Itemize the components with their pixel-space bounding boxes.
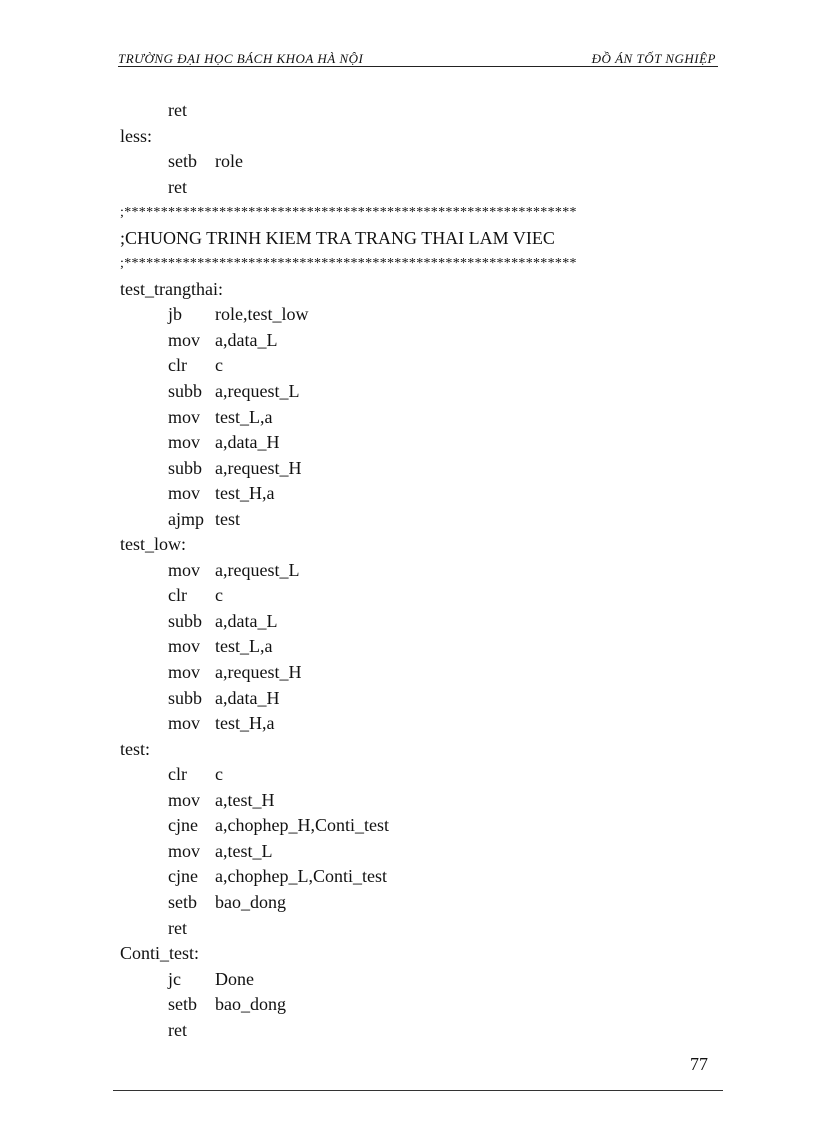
- instruction-mnemonic: ret: [168, 917, 187, 938]
- instruction-operand: bao_dong: [215, 994, 286, 1015]
- instruction-operand: test_H,a: [215, 713, 275, 734]
- instruction-operand: a,data_H: [215, 432, 280, 453]
- instruction-mnemonic: subb: [168, 687, 203, 708]
- code-line: [120, 864, 720, 890]
- instruction-operand: a,data_H: [215, 687, 280, 708]
- code-label: test:: [120, 738, 150, 759]
- instruction-mnemonic: mov: [168, 713, 201, 734]
- code-line: [120, 992, 720, 1018]
- code-line: [120, 660, 720, 686]
- page-number: 77: [690, 1054, 708, 1074]
- code-line: [120, 916, 720, 942]
- instruction-mnemonic: ajmp: [168, 508, 204, 529]
- instruction-operand: a,test_L: [215, 840, 273, 861]
- code-line: [120, 737, 720, 763]
- instruction-operand: test_L,a: [215, 406, 273, 427]
- page-header: [118, 50, 718, 67]
- header-thesis-title: ĐỒ ÁN TỐT NGHIỆP: [591, 51, 716, 66]
- code-line: [120, 686, 720, 712]
- instruction-mnemonic: clr: [168, 585, 187, 606]
- instruction-operand: a,request_L: [215, 559, 300, 580]
- instruction-mnemonic: mov: [168, 432, 201, 453]
- instruction-mnemonic: mov: [168, 483, 201, 504]
- code-label: less:: [120, 125, 153, 146]
- instruction-mnemonic: jb: [168, 304, 183, 325]
- instruction-operand: a,chophep_H,Conti_test: [215, 815, 389, 836]
- code-line: [120, 405, 720, 431]
- code-label: Conti_test:: [120, 943, 200, 964]
- instruction-mnemonic: cjne: [168, 815, 198, 836]
- code-line: [120, 839, 720, 865]
- code-line: [120, 941, 720, 967]
- instruction-mnemonic: ret: [168, 1019, 187, 1040]
- instruction-operand: test_L,a: [215, 636, 273, 657]
- code-label: test_trangthai:: [120, 278, 223, 299]
- instruction-operand: a,data_L: [215, 329, 278, 350]
- code-line: [120, 634, 720, 660]
- code-label: test_low:: [120, 534, 186, 555]
- code-line: [120, 813, 720, 839]
- instruction-operand: a,data_L: [215, 610, 278, 631]
- code-line: [120, 1018, 720, 1044]
- instruction-mnemonic: mov: [168, 559, 201, 580]
- code-line: [120, 302, 720, 328]
- instruction-mnemonic: setb: [168, 891, 197, 912]
- code-line: [120, 532, 720, 558]
- code-line: [120, 175, 720, 201]
- assembly-code-listing: [120, 98, 720, 1043]
- instruction-operand: a,request_L: [215, 381, 300, 402]
- code-line: [120, 226, 720, 252]
- code-line: [120, 124, 720, 150]
- code-line: [120, 328, 720, 354]
- instruction-mnemonic: setb: [168, 151, 197, 172]
- code-line: [120, 583, 720, 609]
- comment-separator: ;**************************************************************: [120, 256, 577, 272]
- comment-separator: ;**************************************************************: [120, 205, 577, 221]
- instruction-operand: role: [215, 151, 243, 172]
- instruction-operand: c: [215, 585, 223, 606]
- instruction-mnemonic: mov: [168, 329, 201, 350]
- instruction-operand: a,chophep_L,Conti_test: [215, 866, 387, 887]
- footer-divider: [113, 1090, 723, 1091]
- instruction-mnemonic: jc: [168, 968, 181, 989]
- code-line: [120, 762, 720, 788]
- instruction-operand: bao_dong: [215, 891, 286, 912]
- instruction-operand: a,request_H: [215, 662, 302, 683]
- code-line: [120, 379, 720, 405]
- instruction-operand: a,test_H: [215, 789, 275, 810]
- code-line: [120, 507, 720, 533]
- instruction-operand: c: [215, 764, 223, 785]
- header-university: TRƯỜNG ĐẠI HỌC BÁCH KHOA HÀ NỘI: [118, 51, 364, 66]
- code-line: [120, 967, 720, 993]
- code-line: [120, 98, 720, 124]
- code-line: [120, 353, 720, 379]
- code-line: [120, 609, 720, 635]
- instruction-mnemonic: ret: [168, 176, 187, 197]
- instruction-mnemonic: mov: [168, 840, 201, 861]
- code-line: [120, 149, 720, 175]
- instruction-mnemonic: ret: [168, 100, 187, 120]
- code-line: [120, 200, 720, 226]
- instruction-operand: test: [215, 508, 240, 529]
- instruction-operand: test_H,a: [215, 483, 275, 504]
- code-line: [120, 456, 720, 482]
- code-line: [120, 890, 720, 916]
- instruction-mnemonic: clr: [168, 764, 187, 785]
- instruction-operand: role,test_low: [215, 304, 309, 325]
- instruction-mnemonic: subb: [168, 457, 203, 478]
- instruction-operand: Done: [215, 968, 254, 989]
- instruction-mnemonic: subb: [168, 381, 203, 402]
- code-line: [120, 788, 720, 814]
- code-line: [120, 481, 720, 507]
- instruction-mnemonic: mov: [168, 636, 201, 657]
- code-comment: ;CHUONG TRINH KIEM TRA TRANG THAI LAM VIEC: [120, 227, 555, 248]
- code-line: [120, 558, 720, 584]
- code-line: [120, 711, 720, 737]
- instruction-mnemonic: mov: [168, 406, 201, 427]
- code-line: [120, 251, 720, 277]
- instruction-mnemonic: setb: [168, 994, 197, 1015]
- instruction-operand: a,request_H: [215, 457, 302, 478]
- code-line: [120, 430, 720, 456]
- instruction-mnemonic: subb: [168, 610, 203, 631]
- code-line: [120, 277, 720, 303]
- instruction-mnemonic: mov: [168, 662, 201, 683]
- instruction-operand: c: [215, 355, 223, 376]
- instruction-mnemonic: mov: [168, 789, 201, 810]
- instruction-mnemonic: clr: [168, 355, 187, 376]
- instruction-mnemonic: cjne: [168, 866, 198, 887]
